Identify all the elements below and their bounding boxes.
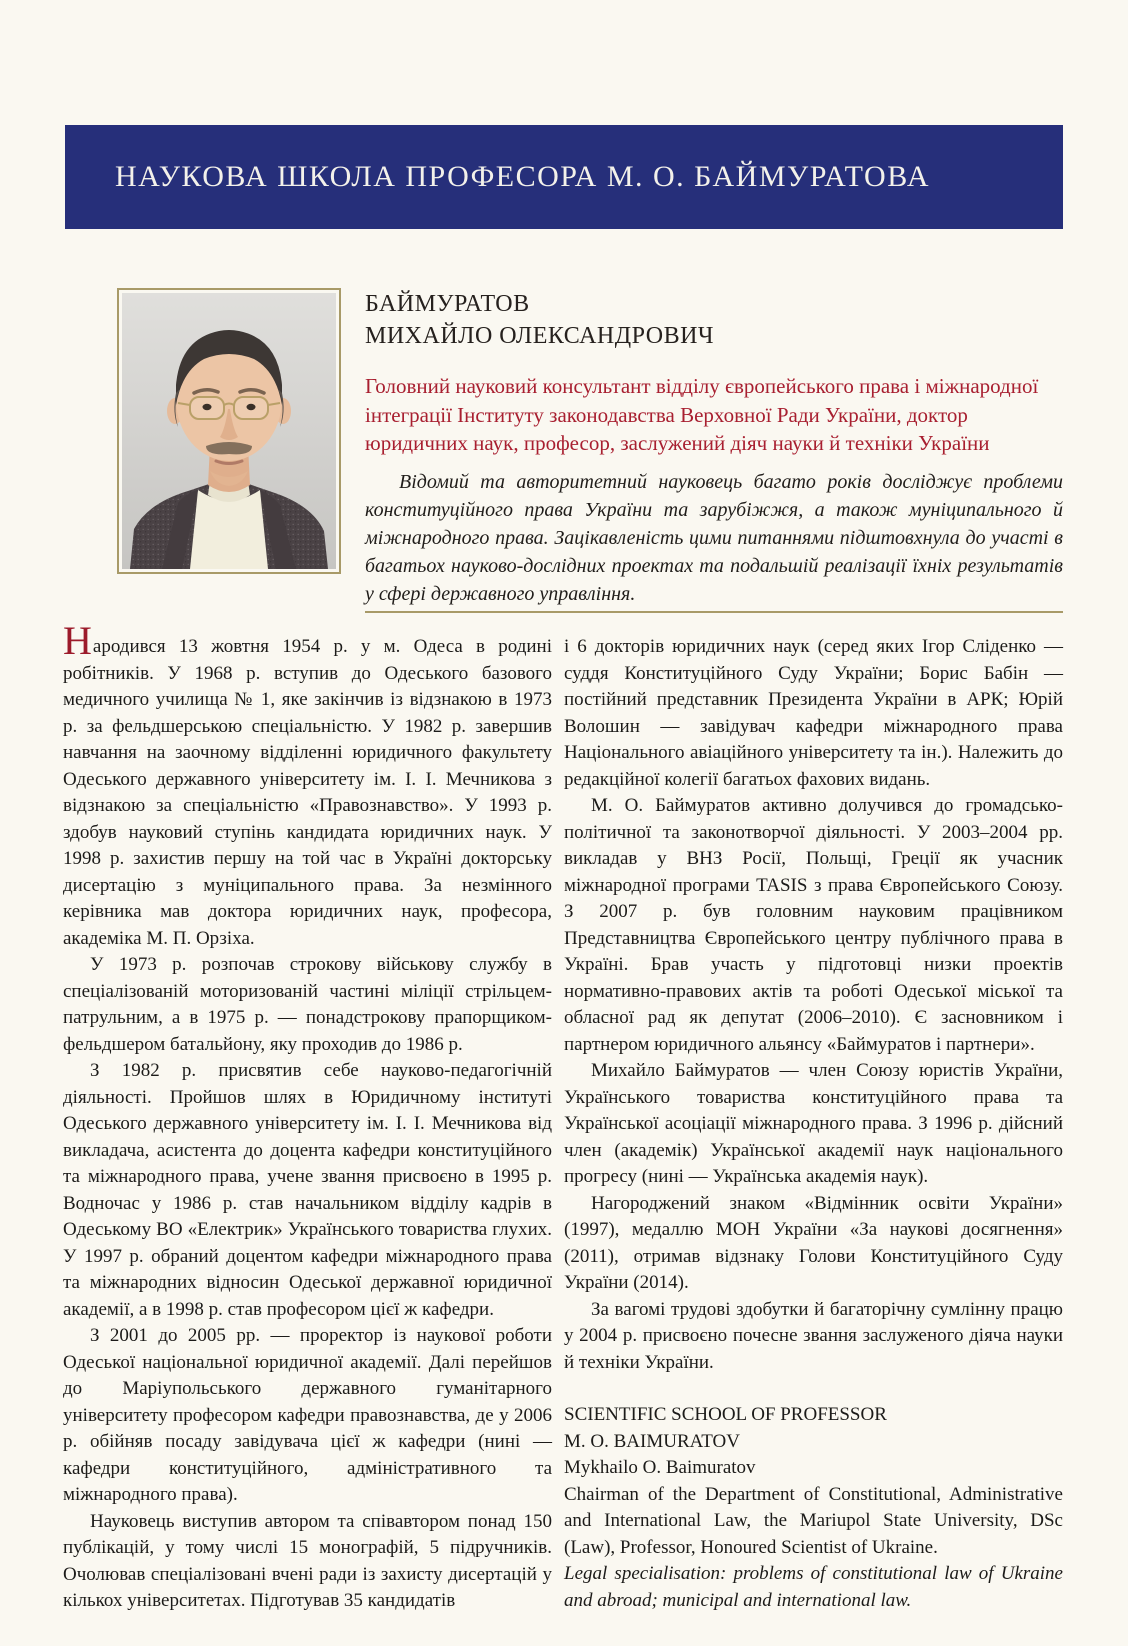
drop-cap-initial: Н <box>63 618 92 663</box>
paragraph: Нагороджений знаком «Відмінник освіти України» (1997), медаллю МОН України «За наукові досягнення» (2011), отримав відзнаку Голови Конституційного Суду України (2014). <box>564 1192 1063 1293</box>
paragraph: З 2001 до 2005 рр. — проректор із наукової роботи Одеської національної юридичної академії. Далі перейшов до Маріупольського державного гуманітарного університету професором кафедри правознавства, де у 2006 р. обійняв посаду завідувача цієї ж кафедри (нині — кафедри конституційного, адміністративного та міжнародного права). <box>63 1325 552 1505</box>
english-position: Chairman of the Department of Constitutional, Administrative and International Law, the Mariupol State University, DSc (Law), Professor, Honoured Scientist of Ukraine. <box>564 1483 1063 1558</box>
page-title: НАУКОВА ШКОЛА ПРОФЕСОРА М. О. БАЙМУРАТОВА <box>115 160 930 193</box>
lead-paragraph: Відомий та авторитетний науковець багато років досліджує проблеми конституційного права України та зарубіжжя, а також муніципального й міжнародного права. Зацікавленість цими питаннями підштовхнула до участі в багатьох науково-дослідних проектах та подальшій реалізації їхніх результатів у сфері державного управління. <box>365 471 1063 605</box>
paragraph: Михайло Баймуратов — член Союзу юристів України, Українського товариства конституційного права та Української асоціації міжнародного права. З 1996 р. дійсний член (академік) Української академії наук національного прогресу (нині — Українська академія наук). <box>564 1060 1063 1187</box>
paragraph: За вагомі трудові здобутки й багаторічну сумлінну працю у 2004 р. присвоєно почесне звання заслуженого діяча науки й техніки України. <box>564 1298 1063 1373</box>
left-column <box>63 618 552 1615</box>
header-banner <box>65 125 1063 229</box>
english-name-caps: M. O. BAIMURATOV <box>564 1430 740 1452</box>
paragraph-text: ародився 13 жовтня 1954 р. у м. Одеса в родині робітників. У 1968 р. вступив до Одеського базового медичного училища № 1, яке закінчив із відзнакою в 1973 р. за фельдшерською спеціальністю. У 1982 р. завершив навчання на заочному відділенні юридичного факультету Одеського державного університету ім. І. І. Мечникова з відзнакою за спеціальністю «Правознавство». У 1993 р. здобув науковий ступінь кандидата юридичних наук. У 1998 р. захистив першу на той час в Україні докторську дисертацію з муніципального права. За незмінного керівника мав доктора юридичних наук, професора, академіка М. П. Орзіха. <box>63 636 552 949</box>
paragraph: Науковець виступив автором та співавтором понад 150 публікацій, у тому числі 15 монографій, 5 підручників. Очолював спеціалізовані вчені ради із захисту дисертацій у кількох університетах. Підготував 35 кандидатів <box>63 1510 552 1611</box>
english-specialisation: Legal specialisation: problems of constitutional law of Ukraine and abroad; municipal and international law. <box>564 1563 1063 1611</box>
paragraph <box>63 618 552 952</box>
english-name: Mykhailo O. Baimuratov <box>564 1457 756 1478</box>
section-divider <box>365 611 1063 613</box>
scientist-given-names: МИХАЙЛО ОЛЕКСАНДРОВИЧ <box>365 323 715 349</box>
paragraph: У 1973 р. розпочав строкову військову службу в спеціалізованій моторизованій частині міліції стрільцем-патрульним, а в 1975 р. — понадстрокову прапорщиком-фельдшером батальйону, яку проходив до 1986 р. <box>63 954 552 1055</box>
right-column <box>564 634 1063 1615</box>
scientist-surname: БАЙМУРАТОВ <box>365 291 530 317</box>
scientist-name <box>365 288 1065 352</box>
english-summary <box>564 1402 1063 1614</box>
paragraph: і 6 докторів юридичних наук (серед яких Ігор Сліденко — суддя Конституційного Суду України; Борис Бабін — постійний представник Президента України в АРК; Юрій Волошин — завідувач кафедри міжнародного права Національного авіаційного університету та ін.). Належить до редакційної колегії багатьох фахових видань. <box>564 636 1063 790</box>
english-title-line: SCIENTIFIC SCHOOL OF PROFESSOR <box>564 1404 887 1425</box>
paragraph: М. О. Баймуратов активно долучився до громадсько-політичної та законотворчої діяльності. У 2003–2004 рр. викладав у ВНЗ Росії, Польщі, Греції як учасник міжнародної програми TASIS з права Європейського Союзу. З 2007 р. був головним науковим працівником Представництва Європейського центру публічного права в Україні. Брав участь у підготовці низки проектів нормативно-правових актів та роботі Одеської міської та обласної рад як депутат (2006–2010). Є засновником і партнером юридичного альянсу «Баймуратов і партнери». <box>564 795 1063 1055</box>
portrait-photo <box>122 293 336 569</box>
paragraph: З 1982 р. присвятив себе науково-педагогічній діяльності. Пройшов шлях в Юридичному інституті Одеського державного університету ім. І. І. Мечникова від викладача, асистента до доцента кафедри конституційного та міжнародного права, учене звання присвоєно в 1995 р. Водночас у 1986 р. став начальником відділу кадрів в Одеському ВО «Електрик» Українського товариства глухих. У 1997 р. обраний доцентом кафедри міжнародного права та міжнародних відносин Одеської державної юридичної академії, а в 1998 р. став професором цієї ж кафедри. <box>63 1060 552 1320</box>
scientist-position: Головний науковий консультант відділу європейського права і міжнародної інтеграції Інституту законодавства Верховної Ради України, доктор юридичних наук, професор, заслужений діяч науки й техніки України <box>365 374 1039 455</box>
body-columns <box>63 618 1063 1615</box>
portrait-frame <box>117 288 341 574</box>
